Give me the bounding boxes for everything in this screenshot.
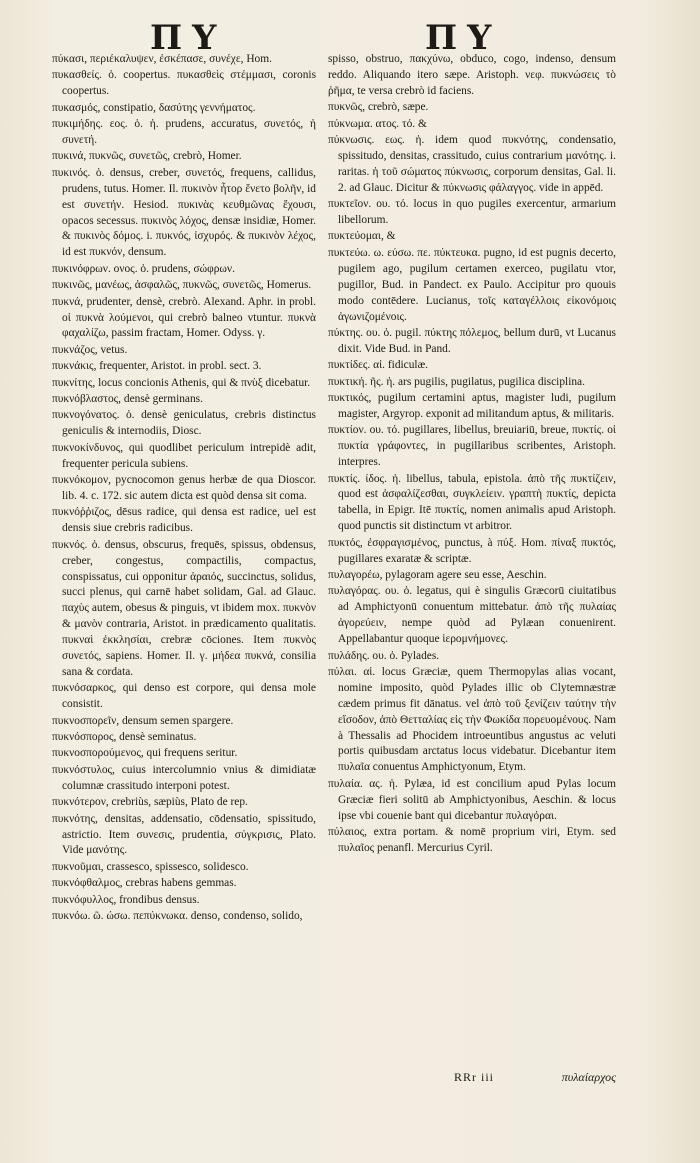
dictionary-entry: πυκνός. ὁ. densus, obscurus, frequēs, spissus, obdensus, creber, congestus, compactilis, compactus, conspissatus, cui opponitur ἀραιός, succinctus, solidus, succi plenus, qui carnē habet solidam, Gal. ad Glauc. παχὺς autem, obesus & pinguis, vt ibidem mox. πυκνὸν & μανὸν contraria, Aristot. in prædicamento qualitatis. πυκναὶ ἐκκλησίαι, crebræ cōciones. Item πυκνὸς συνετός, sapiens. Homer. Il. γ. μήδεα πυκνά, consilia sana & cordata.	[52, 538, 316, 678]
dictionary-entry: πυκινός. ὁ. densus, creber, συνετός, frequens, callidus, prudens, tutus. Homer. Il. πυκινὸν ἦτορ ἔνετο βολῆν, id est συνετήν. Hesiod. πυκινὰς κευθμῶνας ἔχουσι, opacos secessus. πυκινὸς λόχος, densæ insidiæ, Homer. & πυκινὸς δόμος. i. πυκνός, ἰσχυρός. & πυκινὸν λέχος, id est πυκνόν, densum.	[52, 166, 316, 259]
dictionary-entry: πύκνωσις. εως. ἡ. idem quod πυκνότης, condensatio, spissitudo, densitas, crassitudo, cuius contrarium μανότης. i. raritas. ἡ τοῦ σώματος πύκνωσις, corporum densitas, Gal. li. 2. ad Glauc. Dicitur & πύκνωσις φάλαγγος. vide in appēd.	[328, 134, 616, 194]
dictionary-entry: πυκτίδες. αἱ. fidiculæ.	[328, 359, 429, 372]
right-column	[328, 52, 616, 857]
dictionary-entry: πυκασμός, constipatio, δασύτης γεννήματος.	[52, 101, 256, 114]
dictionary-entry: πυκνόκομον, pycnocomon genus herbæ de qua Dioscor. lib. 4. c. 172. sic autem dicta est quòd densa sit coma.	[52, 474, 316, 502]
dictionary-entry: πυκνότερον, crebriùs, sæpiùs, Plato de rep.	[52, 796, 248, 809]
dictionary-entry: πυκνόφθαλμος, crebras habens gemmas.	[52, 877, 237, 890]
dictionary-entry: πύλαιος, extra portam. & nomē proprium viri, Etym. sed πυλαῖος penanfl. Mercurius Cyril.	[328, 826, 616, 854]
dictionary-entry: πυκιμήδης. εος. ὁ. ἡ. prudens, accuratus, συνετός, ἡ συνετή.	[52, 118, 316, 147]
dictionary-entry: πυλαγόρας. ου. ὁ. legatus, qui è singulis Græcorū ciuitatibus ad Amphictyonū conuentum mittebatur. ἀπὸ τῆς πυλαίας ἀγορεύειν, nempe quòd ad Pylæan conuenirent. Appellabantur quoque ἱερομνήμονες.	[328, 585, 616, 646]
dictionary-entry: πυκνόω. ῶ. ώσω. πεπύκνωκα. denso, condenso, solido,	[52, 910, 303, 923]
dictionary-entry: πυκνῶς, crebrò, sæpe.	[328, 101, 429, 114]
dictionary-entry: πυκινῶς, μανέως, ἀσφαλῶς, πυκνῶς, συνετῶς, Homerus.	[52, 279, 312, 292]
dictionary-entry: πυκνόῤῥιζος, dēsus radice, qui densa est radice, uel est densis siue crebris radicibus.	[52, 506, 316, 535]
dictionary-entry: πυλάδης. ου. ὁ. Pylades.	[328, 649, 440, 662]
dictionary-entry: πυκνότης, densitas, addensatio, cōdensatio, spissitudo, astrictio. Item συνεσις, prudentia, σύγκρισις, Plato. Vide μανότης.	[52, 812, 316, 857]
header-left-letters: ΠΥ	[150, 18, 227, 58]
catchword: πυλαίαρχος	[561, 1070, 616, 1084]
dictionary-entry: πυκνοκίνδυνος, qui quodlibet periculum intrepidè adit, frequenter pericula subiens.	[52, 441, 316, 470]
dictionary-entry: πυκτός, ἐσφραγισμένος, punctus, à πύξ. Hom. πίναξ πυκτός, pugillares exaratæ & scriptæ.	[328, 536, 616, 565]
dictionary-entry: πυκνοσπορεῖν, densum semen spargere.	[52, 714, 234, 727]
dictionary-entry: πύκασι, περιέκαλυψεν, ἐσκέπασε, συνέχε, Hom.	[52, 53, 272, 65]
left-column	[52, 52, 316, 925]
dictionary-entry: πυκνά, prudenter, densè, crebrò. Alexand. Aphr. in probl. οἱ πυκνὰ λούμενοι, qui crebrò balneo vtuntur. πυκνὰ φαχαλίζω, passim fractam, Homer. Odyss. γ.	[52, 295, 316, 340]
dictionary-entry: πυκνίτης, locus concionis Athenis, qui & πνὺξ dicebatur.	[52, 376, 311, 389]
dictionary-entry: πυκτίον. ου. τό. pugillares, libellus, breuiariū, breue, πυκτίς. οἱ πυκτία γράφοντες, in pugillaribus scribentes, Aristoph. interpres.	[328, 424, 616, 469]
dictionary-entry: πυκτίς. ίδος. ἡ. libellus, tabula, epistola. ἀπὸ τῆς πυκτίζειν, quod est ἀσφαλίζεσθαι, συγκλείειν. γραπτὴ πυκτίς, depicta tabella, in Epigr. Itē πυκτίς, nomen animalis apud Aristoph. quod punctis sit distinctum vt arbitror.	[328, 472, 616, 533]
dictionary-entry: πυκνόσπορος, densè seminatus.	[52, 731, 197, 744]
dictionary-entry: πυκνόσαρκος, qui denso est corpore, qui densa mole consistit.	[52, 682, 316, 711]
dictionary-entry: πύλαι. αἱ. locus Græciæ, quem Thermopylas alias vocant, nomine imposito, quòd Pylades illic ob Clytemnæstræ cædem primus fit dānatus. vel ἀπὸ τοῦ ξενίζειν ταύτην τὴν εἴσοδον, ἀπὸ Θετταλίας εἰς τὴν Φωκίδα πορευομένους. Nam à Thessalis ad Phocidem introeuntibus angustus ac veluti portis quibusdam arctatus locus videbatur. Dicebantur item πυλαῖα conuentus Amphictyonum, Etym.	[328, 665, 616, 774]
dictionary-entry: πυκνοῦμαι, crassesco, spissesco, solidesco.	[52, 860, 249, 873]
header-right-letters: ΠΥ	[425, 18, 502, 58]
dictionary-entry: πυκινόφρων. ονος. ὁ. prudens, σώφρων.	[52, 262, 235, 275]
dictionary-entry: πυλαγορέω, pylagoram agere seu esse, Aeschin.	[328, 569, 547, 581]
dictionary-entry: πυκτεύω. ω. εύσω. πε. πύκτευκα. pugno, id est pugnis decerto, pugilem ago, pugilum certamen exerceo, pugilatu vtor, pugillor, Bud. in Pandect. ex Paulo. Accipitur pro quouis modo contēdere. Lucianus, τοῖς καταγέλλοις εἰκονόμοις ἀγωνιζομένοις.	[328, 246, 616, 323]
dictionary-entry: πύκνωμα. ατος. τό. &	[328, 117, 427, 130]
dictionary-entry: πυκνόφυλλος, frondibus densus.	[52, 893, 200, 906]
dictionary-entry: πυκτεύομαι, &	[328, 230, 396, 243]
dictionary-entry: spisso, obstruo, πακχύνω, obduco, cogo, indenso, densum reddo. Aliquando itero sæpe. Aristoph. νεφ. πυκνώσεις τὸ ῥῆμα, te versa crebrò id faciens.	[328, 53, 616, 97]
dictionary-entry: πυκνογόνατος. ὁ. densè geniculatus, crebris distinctus geniculis & internodiis, Diosc.	[52, 409, 316, 438]
dictionary-entry: πυκτεῖον. ου. τό. locus in quo pugiles exercentur, armarium libellorum.	[328, 198, 616, 227]
dictionary-entry: πυλαία. ας. ἡ. Pylæa, id est concilium apud Pylas locum Græciæ fieri solitū ab Amphictyonibus, Aeschin. & locus ipse vbi couenie bant qui dicebantur πυλαγόραι.	[328, 777, 616, 822]
dictionary-entry: πυκνοσπορούμενος, qui frequens seritur.	[52, 747, 238, 760]
dictionary-entry: πυκνόστυλος, cuius intercolumnio vnius & dimidiatæ columnæ crassitudo interponi potest.	[52, 763, 316, 792]
dictionary-entry: πυκινά, πυκνῶς, συνετῶς, crebrò, Homer.	[52, 150, 242, 163]
dictionary-entry: πυκνόβλαστος, densè germinans.	[52, 393, 203, 406]
dictionary-entry: πυκτικός, pugilum certamini aptus, magister ludi, pugilum magister, Argyrop. exponit ad militandum aptus, & militaris.	[328, 392, 616, 420]
signature-mark: RRr iii	[454, 1070, 495, 1084]
dictionary-entry: πύκτης. ου. ὁ. pugil. πύκτης πόλεμος, bellum durū, vt Lucanus dixit. Vide Bud. in Pand.	[328, 326, 616, 355]
dictionary-entry: πυκασθείς. ὁ. coopertus. πυκασθεὶς στέμμασι, coronis coopertus.	[52, 69, 316, 98]
dictionary-entry: πυκνάκις, frequenter, Aristot. in probl. sect. 3.	[52, 360, 262, 373]
dictionary-entry: πυκνάζος, vetus.	[52, 343, 128, 356]
dictionary-entry: πυκτική. ῆς. ἡ. ars pugilis, pugilatus, pugilica disciplina.	[328, 375, 585, 388]
